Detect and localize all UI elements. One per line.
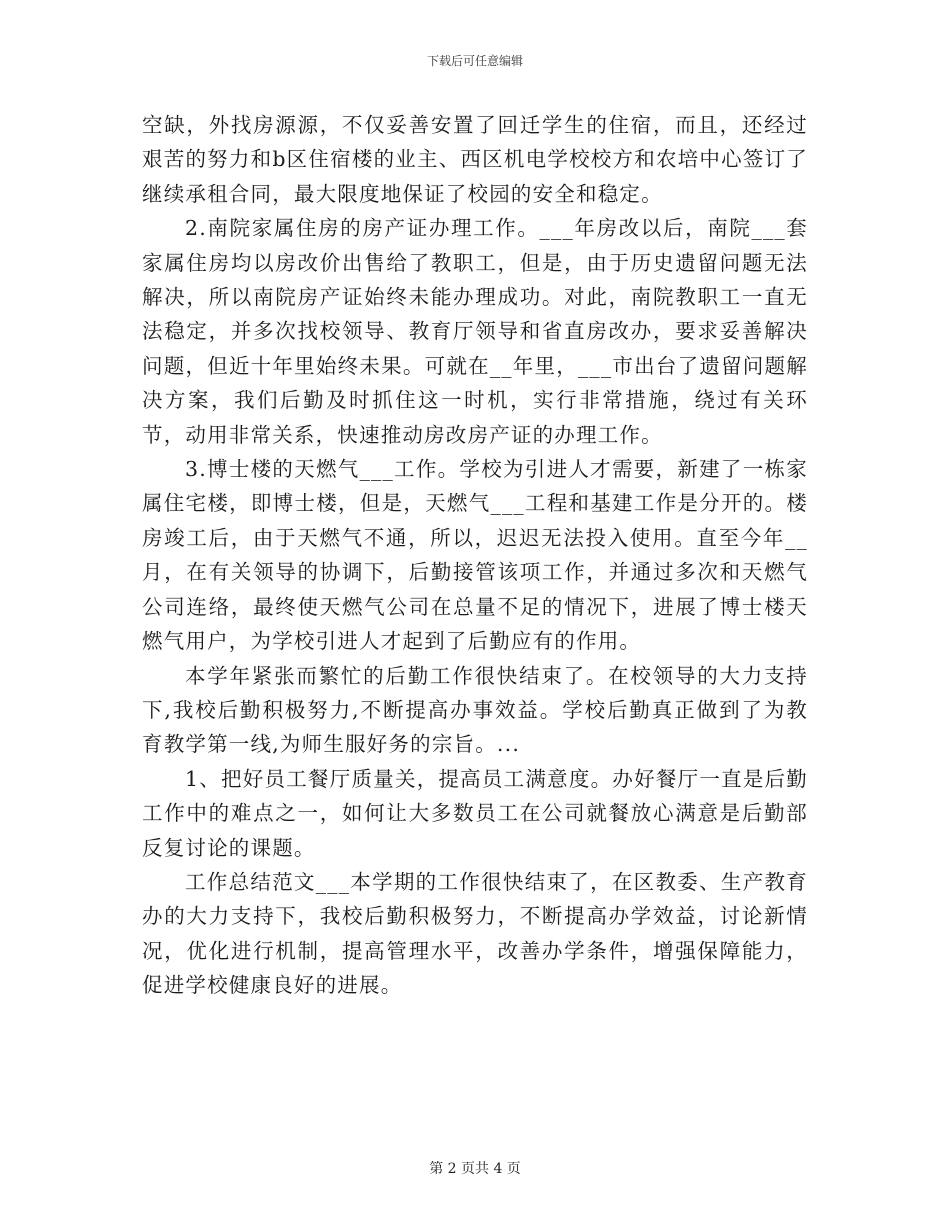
paragraph-canteen-quality: 1、把好员工餐厅质量关，提高员工满意度。办好餐厅一直是后勤工作中的难点之一，如何让大多数员工在公司就餐放心满意是后勤部反复讨论的课题。 [142, 766, 808, 860]
paragraph-item-2-property-certificate: 2.南院家属住房的房产证办理工作。___年房改以后，南院___套家属住房均以房改价出售给了教职工，但是，由于历史遗留问题无法解决，所以南院房产证始终未能办理成功。对此，南院教职工一直无法稳定，并多次找校领导、教育厅领导和省直房改办，要求妥善解决问题，但近十年里始终未果。可就在__年里，___市出台了遗留问题解决方案，我们后勤及时抓住这一时机，实行非常措施，绕过有关环节，动用非常关系，快速推动房改房产证的办理工作。 [142, 216, 808, 447]
paragraph-work-summary: 工作总结范文___本学期的工作很快结束了，在区教委、生产教育办的大力支持下，我校后勤积极努力，不断提高办学效益，讨论新情况，优化进行机制，提高管理水平，改善办学条件，增强保障能力，促进学校健康良好的进展。 [142, 869, 808, 998]
page-header: 下载后可任意编辑 [426, 54, 523, 68]
paragraph-year-summary: 本学年紧张而繁忙的后勤工作很快结束了。在校领导的大力支持下,我校后勤积极努力,不断提高办事效益。学校后勤真正做到了为教育教学第一线,为师生服好务的宗旨。... [142, 663, 808, 757]
page-footer: 第 2 页共 4 页 [429, 1161, 521, 1177]
document-body [142, 108, 808, 1003]
paragraph-item-3-gas-supply: 3.博士楼的天燃气___工作。学校为引进人才需要，新建了一栋家属住宅楼，即博士楼，但是，天燃气___工程和基建工作是分开的。楼房竣工后，由于天燃气不通，所以，迟迟无法投入使用。直至今年__月，在有关领导的协调下，后勤接管该项工作，并通过多次和天燃气公司连络，最终使天燃气公司在总量不足的情况下，进展了博士楼天燃气用户，为学校引进人才起到了后勤应有的作用。 [142, 457, 808, 654]
paragraph-continuation: 空缺，外找房源源，不仅妥善安置了回迁学生的住宿，而且，还经过艰苦的努力和b区住宿楼的业主、西区机电学校校方和农培中心签订了继续承租合同，最大限度地保证了校园的安全和稳定。 [142, 113, 808, 206]
